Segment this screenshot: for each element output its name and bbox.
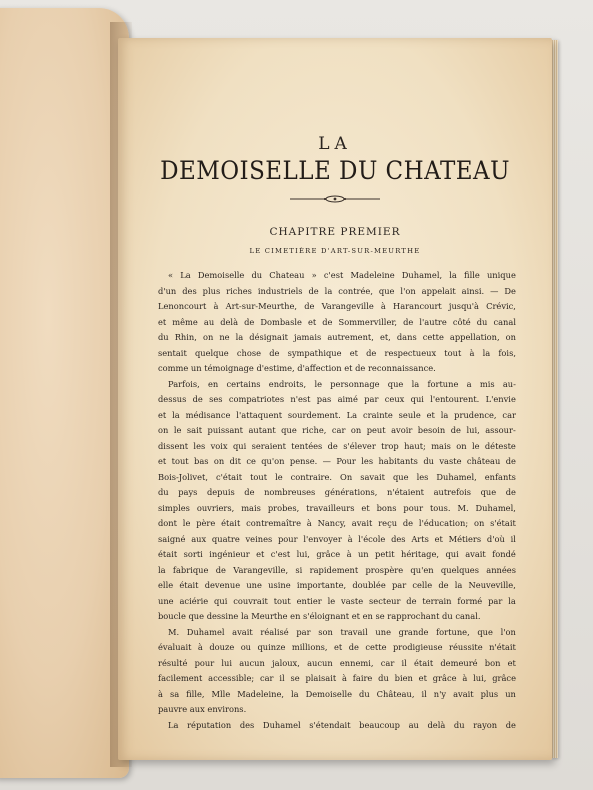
text-line: comme un témoignage d'estime, d'affection et de reconnaissance. <box>158 363 436 373</box>
text-line: et même au delà de Dombasle et de Sommerviller, de l'autre côté du canal <box>158 316 516 327</box>
text-line: « La Demoiselle du Chateau » c'est Madeleine Duhamel, la fille unique <box>168 270 516 280</box>
text-line: résulté pour lui aucun jaloux, aucun ennemi, car il était demeuré bon et <box>158 657 516 668</box>
text-line: la fabrique de Varangeville, si rapidement prospère qu'en quelques années <box>158 564 516 575</box>
title-article: LA <box>318 134 352 154</box>
text-line: elle était devenue une usine importante, doublée par celle de la Neuveville, <box>158 580 516 590</box>
text-line: dont le père était contremaître à Nancy, avait reçu de l'éducation; on s'était <box>158 518 516 528</box>
text-line: saigné aux quatre veines pour l'envoyer à l'école des Arts et Métiers d'où il <box>158 533 516 544</box>
text-line: M. Duhamel avait réalisé par son travail une grande fortune, que l'on <box>168 626 516 637</box>
text-line: une aciérie qui couvrait tout entier le vaste secteur de terrain formé par la <box>158 595 516 606</box>
text-line: du pays depuis de nombreuses générations, n'étaient autrefois que de <box>158 487 516 497</box>
chapter-heading: CHAPITRE PREMIER <box>269 226 401 238</box>
title-ornament-icon <box>290 194 380 204</box>
text-line: et la médisance l'attaquent sourdement. La crainte seule et la prudence, car <box>158 409 516 420</box>
text-line: pauvre aux environs. <box>158 704 247 714</box>
text-line: était sorti ingénieur et c'est lui, grâce à un petit héritage, qui avait fondé <box>158 549 516 559</box>
text-line: à sa fille, Mlle Madeleine, la Demoiselle du Château, il n'y avait plus un <box>158 688 516 699</box>
chapter-subtitle: LE CIMETIÈRE D'ART-SUR-MEURTHE <box>249 247 421 255</box>
text-line: Bois-Jolivet, c'était tout le contraire. On savait que les Duhamel, enfants <box>158 471 516 482</box>
text-line: facilement accessible; car il se plaisait à faire du bien et grâce à lui, grâce <box>158 673 516 683</box>
text-line: dissent les voix qui seraient tentées de s'élever trop haut; mais on le déteste <box>158 440 516 451</box>
page-edges <box>552 40 558 758</box>
text-line: sentait quelque chose de sympathique et de respectueux tout à la fois, <box>158 347 516 358</box>
book-page <box>118 38 552 760</box>
body-text <box>158 268 516 733</box>
text-line: et tout bas on dit ce qu'on pense. — Pour les habitants du vaste château de <box>158 456 516 466</box>
text-line: La réputation des Duhamel s'étendait beaucoup au delà du rayon de <box>168 719 516 730</box>
text-line: dessus de ses compatriotes n'est pas aimé par ceux qui l'entourent. L'envie <box>158 394 516 404</box>
book-title: DEMOISELLE DU CHATEAU <box>160 156 510 185</box>
text-line: évaluait à douze ou quinze millions, et de cette prodigieuse réussite n'était <box>158 642 516 652</box>
text-line: Parfois, en certains endroits, le personnage que la fortune a mis au- <box>168 378 516 389</box>
text-line: du Rhin, on ne la désignait jamais autrement, et, dans cette appellation, on <box>158 332 516 342</box>
text-line: boucle que dessine la Meurthe en s'éloignant et en se rapprochant du canal. <box>158 611 481 621</box>
text-line: on le sait puissant autant que riche, car on peut avoir besoin de lui, assour- <box>158 425 516 435</box>
text-line: d'un des plus riches industriels de la contrée, que l'on appelait ainsi. — De <box>158 285 516 296</box>
text-line: Lenoncourt à Art-sur-Meurthe, de Varangeville à Harancourt jusqu'à Crévic, <box>158 301 516 311</box>
text-line: simples ouvriers, mais probes, travailleurs et bons pour tous. M. Duhamel, <box>158 502 516 513</box>
